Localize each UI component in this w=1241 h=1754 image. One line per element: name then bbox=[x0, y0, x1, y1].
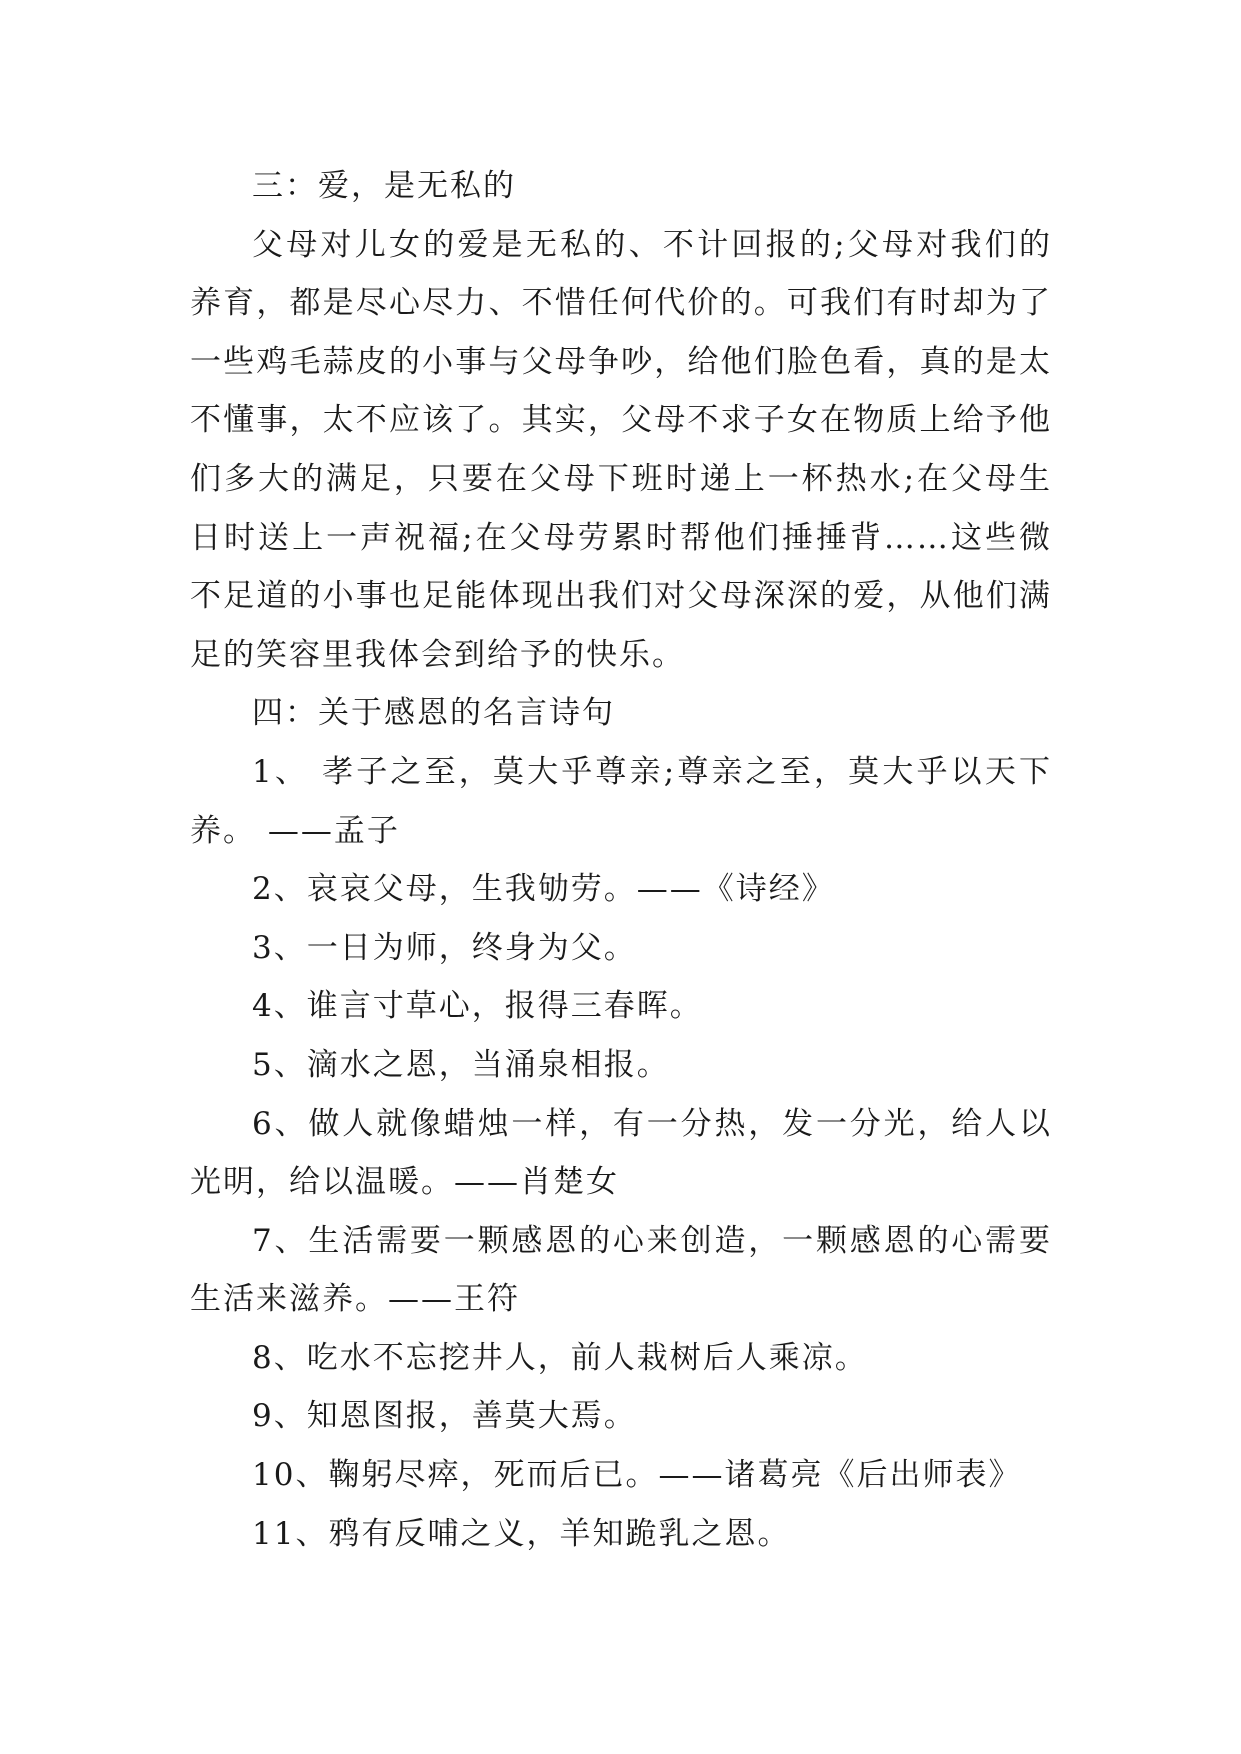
quote-item-2: 2、哀哀父母，生我劬劳。——《诗经》 bbox=[252, 871, 835, 908]
quote-item-5: 5、滴水之恩，当涌泉相报。 bbox=[252, 1046, 670, 1083]
section-heading-4: 四：关于感恩的名言诗句 bbox=[252, 695, 615, 732]
quote-item-4: 4、谁言寸草心，报得三春晖。 bbox=[252, 988, 703, 1025]
quote-item-1: 1、 孝子之至，莫大乎尊亲;尊亲之至，莫大乎以天下养。 ——孟子 bbox=[190, 753, 1052, 849]
quote-item-10: 10、鞠躬尽瘁，死而后已。——诸葛亮《后出师表》 bbox=[252, 1457, 1022, 1494]
quote-item-9: 9、知恩图报，善莫大焉。 bbox=[252, 1398, 637, 1435]
quote-item-7: 7、生活需要一颗感恩的心来创造，一颗感恩的心需要生活来滋养。——王符 bbox=[190, 1222, 1052, 1318]
quote-item-6: 6、做人就像蜡烛一样，有一分热，发一分光，给人以光明，给以温暖。——肖楚女 bbox=[190, 1105, 1052, 1201]
quote-item-3: 3、一日为师，终身为父。 bbox=[252, 929, 637, 966]
quote-item-8: 8、吃水不忘挖井人，前人栽树后人乘凉。 bbox=[252, 1339, 868, 1376]
body-paragraph: 父母对儿女的爱是无私的、不计回报的;父母对我们的养育，都是尽心尽力、不惜任何代价的。可我们有时却为了一些鸡毛蒜皮的小事与父母争吵，给他们脸色看，真的是太不懂事，太不应该了。其实，父母不求子女在物质上给予他们多大的满足，只要在父母下班时递上一杯热水;在父母生日时送上一声祝福;在父母劳累时帮他们捶捶背……这些微不足道的小事也足能体现出我们对父母深深的爱，从他们满足的笑容里我体会到给予的快乐。 bbox=[190, 226, 1052, 673]
section-heading-3: 三：爱，是无私的 bbox=[252, 168, 516, 204]
quote-item-11: 11、鸦有反哺之义，羊知跪乳之恩。 bbox=[252, 1515, 791, 1552]
document-body bbox=[190, 157, 1052, 1563]
